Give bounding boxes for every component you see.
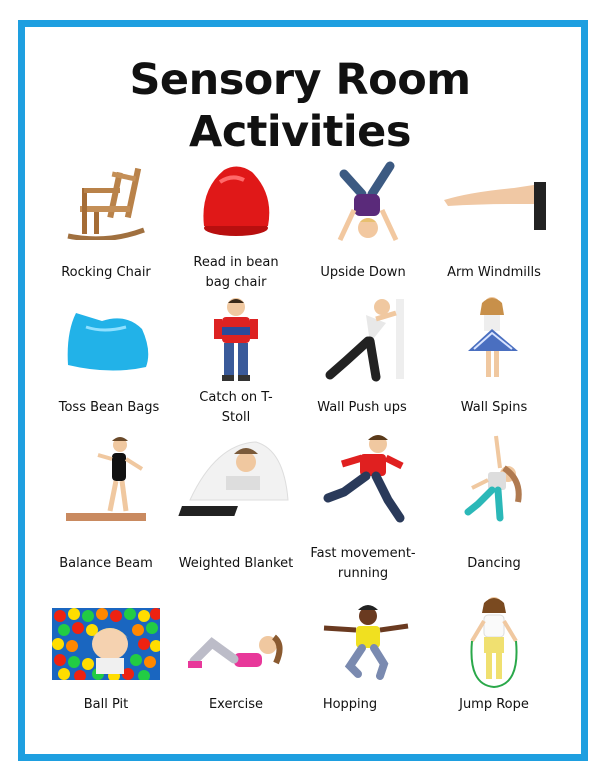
label-exercise: Exercise (208, 697, 264, 712)
label-fast-movement-running: Fast movement- running (310, 546, 416, 581)
label-dancing: Dancing (467, 556, 521, 571)
label-upside-down: Upside Down (320, 265, 406, 280)
label-weighted-blanket: Weighted Blanket (178, 556, 294, 571)
handstand-kid-icon (310, 160, 430, 240)
dancing-girl-icon (432, 428, 552, 508)
title-line-1: Sensory Room (129, 55, 471, 105)
running-boy-icon (310, 430, 430, 510)
red-bean-bag-icon (176, 160, 296, 240)
label-hopping: Hopping (322, 697, 378, 712)
page-title (0, 54, 600, 158)
label-catch-on-t-stool: Catch on T- Stoll (199, 390, 273, 425)
jump-rope-girl-icon (432, 595, 552, 675)
label-toss-bean-bags: Toss Bean Bags (58, 400, 160, 415)
label-arm-windmills: Arm Windmills (447, 265, 541, 280)
label-jump-rope: Jump Rope (459, 697, 529, 712)
exercise-girl-icon (176, 615, 296, 695)
ball-pit-icon (52, 608, 160, 680)
label-rocking-chair: Rocking Chair (61, 265, 151, 280)
wall-push-boy-icon (310, 295, 430, 375)
label-wall-push-ups: Wall Push ups (317, 400, 407, 415)
rocking-chair-icon (46, 160, 166, 240)
label-balance-beam: Balance Beam (59, 556, 153, 571)
spinning-girl-icon (432, 295, 552, 375)
label-read-bean-bag: Read in bean bag chair (193, 255, 279, 290)
hopping-kid-icon (310, 600, 430, 680)
balance-beam-girl-icon (46, 435, 166, 515)
label-wall-spins: Wall Spins (460, 400, 528, 415)
title-line-2: Activities (189, 107, 411, 157)
blanket-tablet-icon (176, 440, 296, 520)
standing-boy-icon (176, 295, 296, 375)
outstretched-arm-icon (430, 160, 550, 240)
blue-bean-bag-icon (46, 303, 166, 383)
label-ball-pit: Ball Pit (83, 697, 129, 712)
